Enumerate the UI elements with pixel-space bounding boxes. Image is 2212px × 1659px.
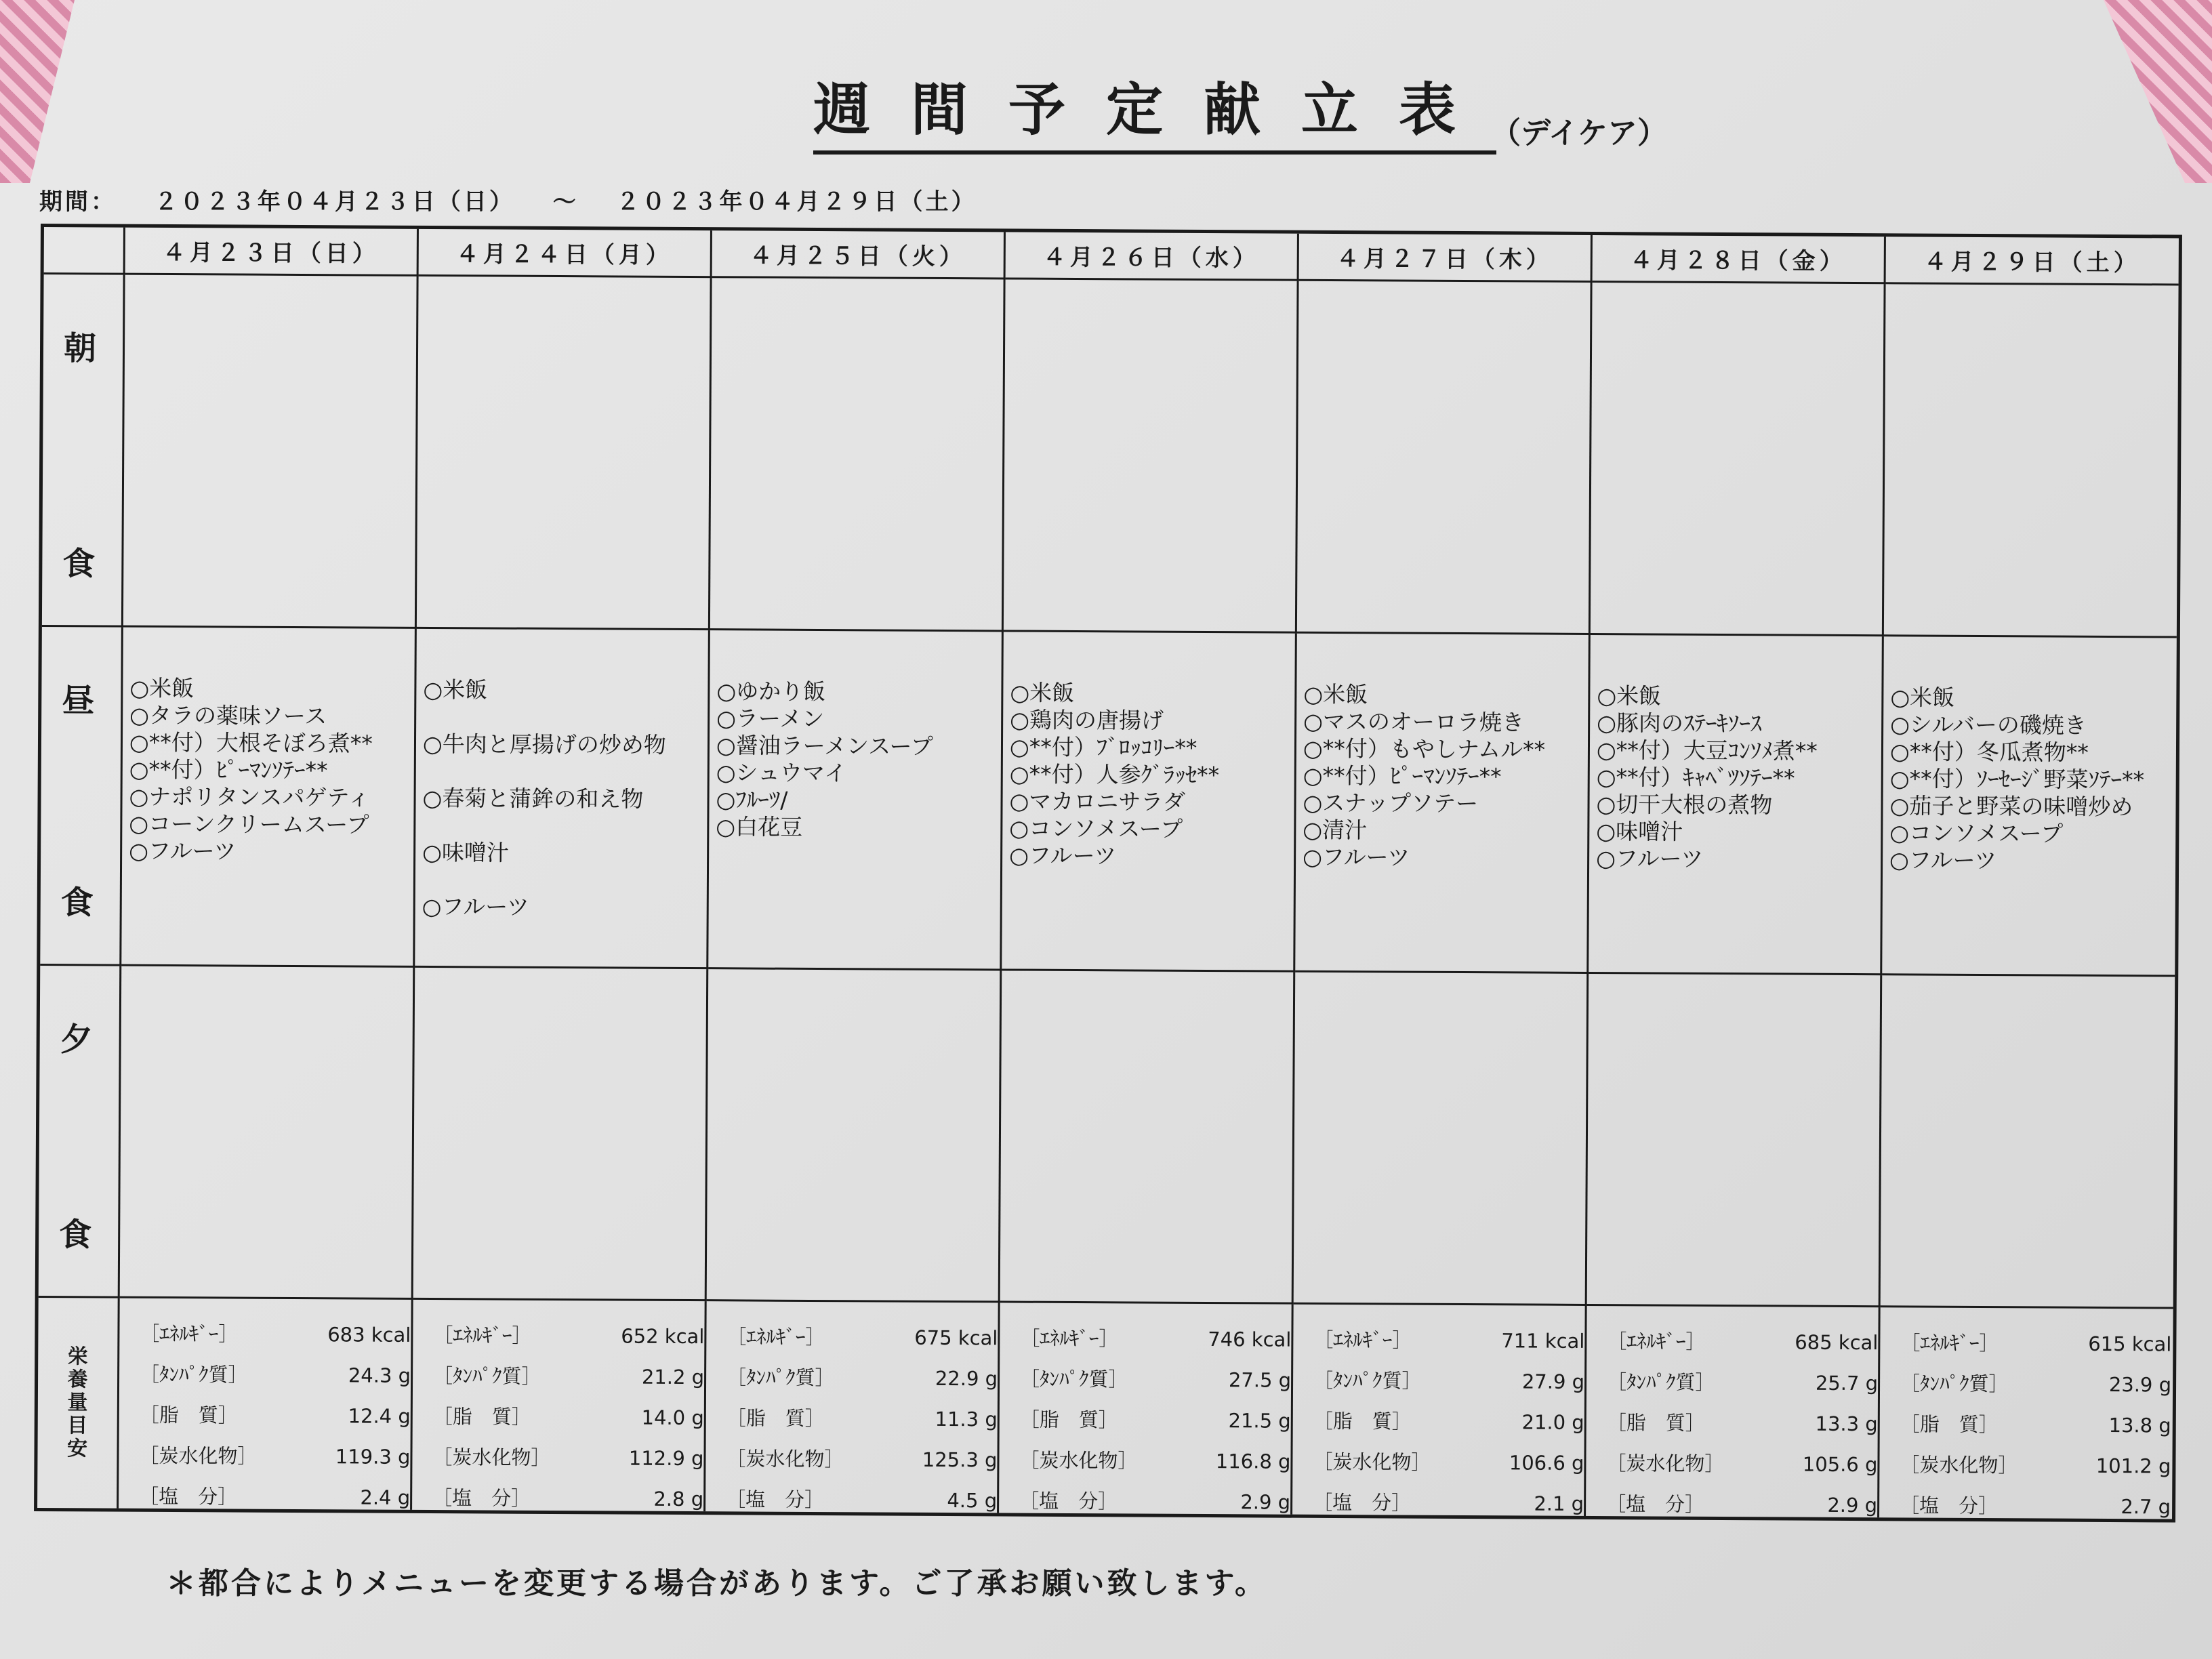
meal-label-bottom: 食 <box>59 1216 92 1254</box>
menu-item: ○醤油ラーメンスープ <box>716 732 933 760</box>
nutrition-list <box>999 1303 1292 1522</box>
nutrition-key: ［炭水化物］ <box>1606 1452 1725 1476</box>
nutrition-key: ［ﾀﾝﾊﾟｸ質］ <box>1900 1372 2009 1396</box>
nutrition-row <box>1900 1444 2172 1486</box>
breakfast-cell <box>1884 284 2179 638</box>
nutrition-key: ［脂 質］ <box>1606 1411 1705 1435</box>
nutrition-label-char: 栄 <box>67 1345 88 1369</box>
nutrition-key: ［ﾀﾝﾊﾟｸ質］ <box>1020 1367 1128 1391</box>
day-header: ４月２５日（火） <box>712 230 1006 279</box>
menu-item <box>423 703 708 732</box>
lunch-cell <box>1882 636 2177 977</box>
nutrition-row <box>1900 1322 2173 1364</box>
menu-item: ○豚肉のｽﾃｰｷｿｰｽ <box>1597 710 1762 737</box>
menu-item: ○フルーツ <box>1889 846 1997 874</box>
nutrition-key: ［塩 分］ <box>1900 1494 1999 1518</box>
nutrition-key: ［ｴﾈﾙｷﾞｰ］ <box>1020 1326 1119 1351</box>
nutrition-value: 106.6 g <box>1509 1451 1584 1475</box>
nutrition-row <box>139 1435 410 1477</box>
nutrition-value: 2.9 g <box>1240 1490 1291 1514</box>
dinner-cell <box>1000 970 1296 1304</box>
menu-item <box>423 758 708 786</box>
nutrition-value: 116.8 g <box>1215 1450 1291 1473</box>
nutrition-value: 4.5 g <box>947 1489 998 1513</box>
menu-item: ○コンソメスープ <box>1009 815 1183 842</box>
dinner-cell <box>120 966 415 1300</box>
nutrition-row <box>726 1357 998 1399</box>
nutrition-row <box>1607 1402 1878 1444</box>
menu-item: ○米飯 <box>1303 680 1368 708</box>
nutrition-key: ［炭水化物］ <box>432 1446 551 1469</box>
menu-item: ○米飯 <box>1597 682 1662 710</box>
menu-list <box>1589 635 1882 874</box>
menu-item: ○**付）ﾋﾟｰﾏﾝｿﾃｰ** <box>1303 762 1502 790</box>
meal-label-bottom: 食 <box>60 884 94 922</box>
day-header: ４月２３日（日） <box>125 228 419 276</box>
nutrition-key: ［塩 分］ <box>432 1486 531 1510</box>
nutrition-value: 2.9 g <box>1827 1493 1878 1517</box>
nutrition-value: 2.4 g <box>360 1486 411 1509</box>
day-header: ４月２６日（水） <box>1006 232 1299 281</box>
menu-list <box>1002 632 1295 870</box>
nutrition-cell <box>412 1300 707 1511</box>
nutrition-list <box>119 1298 411 1518</box>
nutrition-value: 27.5 g <box>1228 1368 1292 1392</box>
meal-label-top: 朝 <box>63 329 97 368</box>
nutrition-value: 105.6 g <box>1802 1452 1878 1477</box>
nutrition-row <box>1313 1482 1584 1524</box>
nutrition-cell <box>1292 1305 1587 1516</box>
nutrition-value: 25.7 g <box>1815 1371 1879 1395</box>
page-subtitle: （デイケア） <box>1491 116 1668 150</box>
nutrition-value: 675 kcal <box>914 1326 998 1350</box>
menu-item: ○コーンクリームスープ <box>129 810 369 838</box>
nutrition-key: ［炭水化物］ <box>139 1443 258 1468</box>
nutrition-row <box>1019 1440 1290 1482</box>
dinner-cell <box>1294 972 1589 1306</box>
nutrition-row <box>140 1354 411 1396</box>
nutrition-row <box>1607 1361 1878 1404</box>
meal-label-breakfast <box>42 274 125 628</box>
menu-item: ○春菊と蒲鉾の和え物 <box>422 784 644 813</box>
nutrition-row <box>1313 1360 1584 1402</box>
nutrition-value: 685 kcal <box>1795 1330 1879 1355</box>
meal-label-bottom: 食 <box>62 545 96 583</box>
nutrition-value: 746 kcal <box>1208 1328 1292 1351</box>
nutrition-cell <box>705 1301 1000 1513</box>
day-header: ４月２８日（金） <box>1593 235 1886 284</box>
nutrition-value: 683 kcal <box>327 1323 411 1347</box>
menu-item: ○ﾌﾙｰﾂ/ <box>716 786 788 813</box>
dinner-cell <box>413 968 709 1301</box>
menu-item: ○米飯 <box>423 676 488 703</box>
day-header: ４月２７日（木） <box>1299 234 1593 283</box>
nutrition-value: 13.8 g <box>2108 1414 2171 1437</box>
nutrition-cell <box>1586 1306 1881 1517</box>
nutrition-row <box>1606 1483 1877 1525</box>
menu-list <box>1883 636 2177 875</box>
nutrition-key: ［炭水化物］ <box>1313 1450 1431 1474</box>
nutrition-row <box>1606 1443 1877 1485</box>
nutrition-value: 13.3 g <box>1815 1412 1878 1436</box>
nutrition-key: ［炭水化物］ <box>1900 1453 2018 1477</box>
corner-cell <box>44 227 125 275</box>
meal-label-top: 昼 <box>62 682 95 720</box>
nutrition-value: 2.1 g <box>1534 1492 1584 1515</box>
nutrition-row <box>140 1313 411 1355</box>
nutrition-key: ［ﾀﾝﾊﾟｸ質］ <box>726 1366 835 1390</box>
nutrition-key: ［脂 質］ <box>139 1403 238 1427</box>
menu-item: ○切干大根の煮物 <box>1596 791 1773 819</box>
menu-item: ○フルーツ <box>422 893 529 920</box>
day-header: ４月２９日（土） <box>1886 237 2179 285</box>
nutrition-value: 112.9 g <box>628 1446 704 1471</box>
lunch-cell <box>1589 635 1884 975</box>
nutrition-list <box>1292 1305 1585 1524</box>
lunch-cell <box>708 630 1004 970</box>
nutrition-cell <box>119 1298 413 1510</box>
nutrition-key: ［塩 分］ <box>1606 1492 1705 1516</box>
menu-item: ○スナップソテー <box>1303 789 1479 817</box>
period-end: ２０２３年０４月２９日（土） <box>616 188 977 216</box>
nutrition-value: 12.4 g <box>348 1404 411 1428</box>
nutrition-label-char: 安 <box>66 1437 88 1461</box>
lunch-cell <box>1295 634 1591 974</box>
menu-item: ○**付）ﾋﾟｰﾏﾝｿﾃｰ** <box>129 756 328 784</box>
nutrition-row <box>432 1477 703 1519</box>
breakfast-cell <box>417 276 712 630</box>
breakfast-cell <box>1004 279 1299 633</box>
menu-item: ○**付）人参ｸﾞﾗｯｾ** <box>1009 760 1220 789</box>
menu-item: ○コンソメスープ <box>1889 819 2064 847</box>
nutrition-key: ［ｴﾈﾙｷﾞｰ］ <box>1607 1330 1706 1353</box>
nutrition-key: ［塩 分］ <box>139 1484 238 1509</box>
meal-label-lunch <box>40 627 123 966</box>
nutrition-key: ［ｴﾈﾙｷﾞｰ］ <box>1313 1328 1412 1352</box>
menu-item: ○**付）もやしナムル** <box>1303 735 1546 763</box>
menu-item: ○マスのオーロラ焼き <box>1303 708 1525 736</box>
menu-item <box>422 812 707 840</box>
nutrition-value: 27.9 g <box>1521 1370 1585 1393</box>
nutrition-key: ［炭水化物］ <box>1019 1448 1138 1473</box>
menu-item: ○清汁 <box>1303 816 1368 844</box>
menu-item: ○味噌汁 <box>422 838 510 866</box>
meal-label-top: 夕 <box>60 1021 93 1059</box>
nutrition-value: 2.8 g <box>653 1487 704 1511</box>
nutrition-row <box>433 1355 704 1397</box>
nutrition-label <box>37 1298 120 1509</box>
nutrition-value: 22.9 g <box>935 1366 998 1391</box>
menu-item: ○**付）ﾌﾞﾛｯｺﾘｰ** <box>1009 733 1197 761</box>
nutrition-key: ［ｴﾈﾙｷﾞｰ］ <box>726 1325 825 1349</box>
period-label: 期間： <box>39 188 117 216</box>
nutrition-row <box>1020 1318 1291 1360</box>
menu-item: ○米飯 <box>129 674 194 702</box>
meal-label-dinner <box>39 966 122 1298</box>
nutrition-value: 24.3 g <box>348 1364 411 1387</box>
menu-list <box>709 630 1002 842</box>
menu-item: ○鶏肉の唐揚げ <box>1010 706 1164 734</box>
menu-item: ○米飯 <box>1010 679 1075 706</box>
nutrition-list <box>412 1300 705 1519</box>
menu-table <box>34 224 2182 1523</box>
nutrition-row <box>1900 1404 2173 1446</box>
nutrition-value: 101.2 g <box>2095 1454 2171 1478</box>
menu-item: ○牛肉と厚揚げの炒め物 <box>422 730 666 758</box>
menu-item: ○フルーツ <box>1303 843 1410 871</box>
nutrition-key: ［ﾀﾝﾊﾟｸ質］ <box>433 1364 541 1388</box>
nutrition-row <box>140 1395 411 1437</box>
dinner-cell <box>1587 974 1883 1307</box>
menu-item: ○シルバーの磯焼き <box>1890 711 2087 739</box>
nutrition-key: ［脂 質］ <box>432 1405 531 1429</box>
nutrition-key: ［ｴﾈﾙｷﾞｰ］ <box>433 1324 532 1347</box>
nutrition-row <box>726 1316 998 1358</box>
nutrition-row <box>726 1438 997 1480</box>
nutrition-row <box>1313 1319 1584 1361</box>
nutrition-key: ［ﾀﾝﾊﾟｸ質］ <box>1606 1370 1715 1394</box>
menu-item: ○マカロニサラダ <box>1009 787 1186 815</box>
lunch-cell <box>121 628 417 968</box>
nutrition-row <box>433 1315 704 1357</box>
menu-item: ○タラの薬味ソース <box>129 701 327 730</box>
menu-item: ○味噌汁 <box>1596 818 1683 845</box>
nutrition-row <box>139 1476 410 1518</box>
nutrition-row <box>1313 1441 1584 1483</box>
menu-item: ○茄子と野菜の味噌炒め <box>1889 792 2133 821</box>
period-start: ２０２３年０４月２３日（日） <box>154 188 515 216</box>
nutrition-value: 711 kcal <box>1501 1329 1585 1353</box>
nutrition-key: ［塩 分］ <box>1313 1490 1412 1515</box>
nutrition-value: 652 kcal <box>621 1324 705 1349</box>
breakfast-cell <box>1297 281 1593 635</box>
menu-item: ○フルーツ <box>129 837 237 865</box>
nutrition-value: 21.2 g <box>641 1365 705 1389</box>
nutrition-row <box>1020 1359 1291 1401</box>
nutrition-label-char: 目 <box>67 1414 88 1438</box>
nutrition-key: ［脂 質］ <box>1313 1409 1412 1433</box>
nutrition-cell <box>999 1303 1294 1514</box>
nutrition-key: ［ｴﾈﾙｷﾞｰ］ <box>1900 1331 1999 1355</box>
nutrition-key: ［脂 質］ <box>1900 1412 1999 1437</box>
menu-item: ○**付）ｷｬﾍﾞﾂｿﾃｰ** <box>1596 764 1795 792</box>
nutrition-key: ［ﾀﾝﾊﾟｸ質］ <box>1313 1368 1422 1393</box>
breakfast-cell <box>123 275 419 629</box>
nutrition-value: 21.5 g <box>1228 1409 1291 1433</box>
nutrition-label-char: 量 <box>67 1391 88 1415</box>
menu-item: ○**付）大根そぼろ煮** <box>129 729 373 757</box>
nutrition-row <box>1019 1481 1290 1523</box>
nutrition-row <box>1900 1485 2172 1527</box>
nutrition-value: 615 kcal <box>2088 1332 2172 1356</box>
menu-list <box>1296 634 1589 872</box>
nutrition-key: ［炭水化物］ <box>726 1447 844 1471</box>
nutrition-row <box>1607 1321 1878 1363</box>
nutrition-row <box>726 1479 997 1521</box>
nutrition-list <box>1586 1306 1879 1525</box>
nutrition-value: 2.7 g <box>2121 1495 2171 1519</box>
menu-item: ○白花豆 <box>716 813 803 840</box>
nutrition-key: ［脂 質］ <box>1019 1408 1118 1432</box>
nutrition-key: ［塩 分］ <box>726 1488 825 1512</box>
nutrition-key: ［脂 質］ <box>726 1406 825 1431</box>
nutrition-value: 21.0 g <box>1521 1410 1584 1434</box>
nutrition-cell <box>1879 1307 2173 1519</box>
nutrition-value: 11.3 g <box>935 1407 998 1431</box>
menu-item: ○フルーツ <box>1009 842 1117 869</box>
breakfast-cell <box>1591 283 1886 636</box>
menu-item: ○フルーツ <box>1596 845 1704 872</box>
menu-item: ○ゆかり飯 <box>716 678 826 705</box>
nutrition-value: 23.9 g <box>2108 1373 2172 1397</box>
nutrition-row <box>726 1397 998 1439</box>
nutrition-list <box>1879 1307 2173 1527</box>
dinner-cell <box>707 969 1002 1303</box>
period-separator: ～ <box>552 188 579 216</box>
dinner-cell <box>1881 975 2175 1309</box>
menu-item: ○米飯 <box>1890 684 1955 711</box>
nutrition-value: 125.3 g <box>922 1448 998 1472</box>
menu-item: ○ナポリタンスパゲティ <box>129 783 370 811</box>
menu-item: ○**付）冬瓜煮物** <box>1889 738 2089 766</box>
menu-list <box>122 628 415 866</box>
menu-item: ○**付）大豆ｺﾝｿﾒ煮** <box>1596 737 1818 764</box>
menu-item <box>422 866 707 895</box>
period-line <box>39 183 1004 216</box>
lunch-cell <box>1002 632 1297 972</box>
lunch-cell <box>415 629 710 969</box>
nutrition-row <box>432 1437 703 1479</box>
nutrition-row <box>1900 1363 2173 1405</box>
menu-item: ○シュウマイ <box>716 759 847 787</box>
day-header: ４月２４日（月） <box>419 229 712 278</box>
nutrition-row <box>1020 1399 1291 1441</box>
footnote: ＊都合によりメニューを変更する場合があります。ご了承お願い致します。 <box>166 1566 1267 1601</box>
nutrition-key: ［塩 分］ <box>1019 1489 1118 1513</box>
title-block <box>813 64 1496 155</box>
nutrition-value: 119.3 g <box>335 1445 411 1469</box>
breakfast-cell <box>710 278 1006 632</box>
nutrition-list <box>705 1301 998 1521</box>
nutrition-key: ［ｴﾈﾙｷﾞｰ］ <box>140 1322 239 1346</box>
nutrition-key: ［ﾀﾝﾊﾟｸ質］ <box>140 1362 248 1387</box>
menu-list <box>415 629 708 922</box>
nutrition-row <box>433 1396 704 1438</box>
page-title: 週間予定献立表 <box>813 64 1496 155</box>
nutrition-label-char: 養 <box>67 1368 88 1392</box>
nutrition-row <box>1313 1401 1584 1443</box>
nutrition-value: 14.0 g <box>641 1406 704 1430</box>
menu-item: ○**付）ｿｰｾｰｼﾞ野菜ｿﾃｰ** <box>1889 765 2145 794</box>
menu-item: ○ラーメン <box>716 705 825 733</box>
